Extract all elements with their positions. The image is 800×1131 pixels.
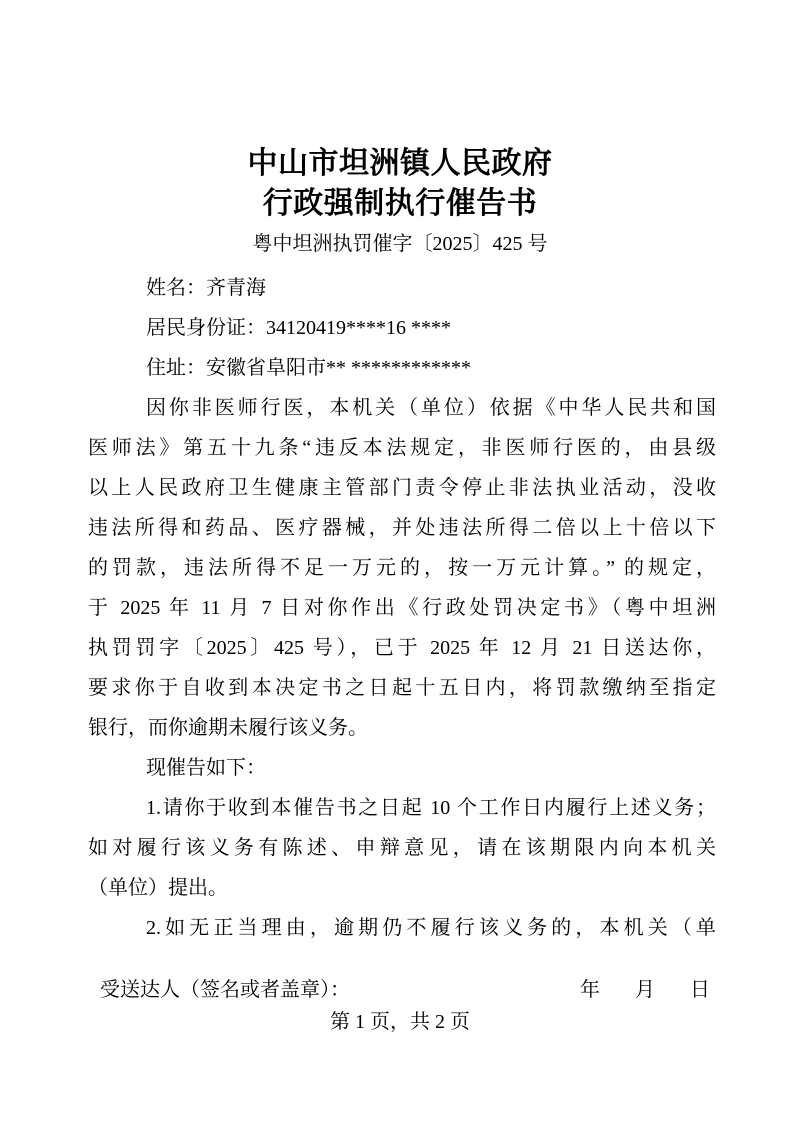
date-day-label: 日 xyxy=(690,979,710,1001)
body-line: 因你非医师行医，本机关（单位）依据《中华人民共和国 xyxy=(146,397,716,419)
date-year-label: 年 xyxy=(580,979,600,1001)
date-month-label: 月 xyxy=(635,979,655,1001)
body-line: 现催告如下： xyxy=(146,757,266,779)
document-title-line1: 中山市坦洲镇人民政府 xyxy=(247,147,553,180)
body-line: 执罚罚字〔2025〕425 号），已于 2025 年 12 月 21 日送达你， xyxy=(88,637,716,659)
body-line: 于 2025 年 11 月 7 日对你作出《行政处罚决定书》（粤中坦洲 xyxy=(88,597,716,619)
body-line: 住址：安徽省阜阳市** ************ xyxy=(146,357,471,379)
body-line: 1.请你于收到本催告书之日起 10 个工作日内履行上述义务； xyxy=(146,797,716,819)
body-line: 以上人民政府卫生健康主管部门责令停止非法执业活动，没收 xyxy=(88,477,716,499)
document-title-line2: 行政强制执行催告书 xyxy=(262,187,538,220)
body-line: 2.如无正当理由，逾期仍不履行该义务的，本机关（单 xyxy=(146,917,716,939)
body-line: 姓名：齐青海 xyxy=(146,277,266,299)
body-line: 居民身份证：34120419****16 **** xyxy=(146,317,451,339)
body-line: 银行，而你逾期未履行该义务。 xyxy=(88,717,368,739)
page-number: 第 1 页，共 2 页 xyxy=(330,1011,470,1033)
body-line: （单位）提出。 xyxy=(88,877,228,899)
body-line: 如对履行该义务有陈述、申辩意见，请在该期限内向本机关 xyxy=(88,837,716,859)
body-line: 的罚款，违法所得不足一万元的，按一万元计算。” 的规定， xyxy=(88,557,716,579)
body-line: 违法所得和药品、医疗器械，并处违法所得二倍以上十倍以下 xyxy=(88,517,716,539)
document-number: 粤中坦洲执罚催字〔2025〕425 号 xyxy=(252,233,548,255)
body-line: 医师法》第五十九条“违反本法规定，非医师行医的，由县级 xyxy=(88,437,716,459)
signature-label: 受送达人（签名或者盖章）： xyxy=(100,979,350,1001)
document-header xyxy=(0,144,800,264)
document-body xyxy=(88,268,716,948)
body-line: 要求你于自收到本决定书之日起十五日内，将罚款缴纳至指定 xyxy=(88,677,716,699)
